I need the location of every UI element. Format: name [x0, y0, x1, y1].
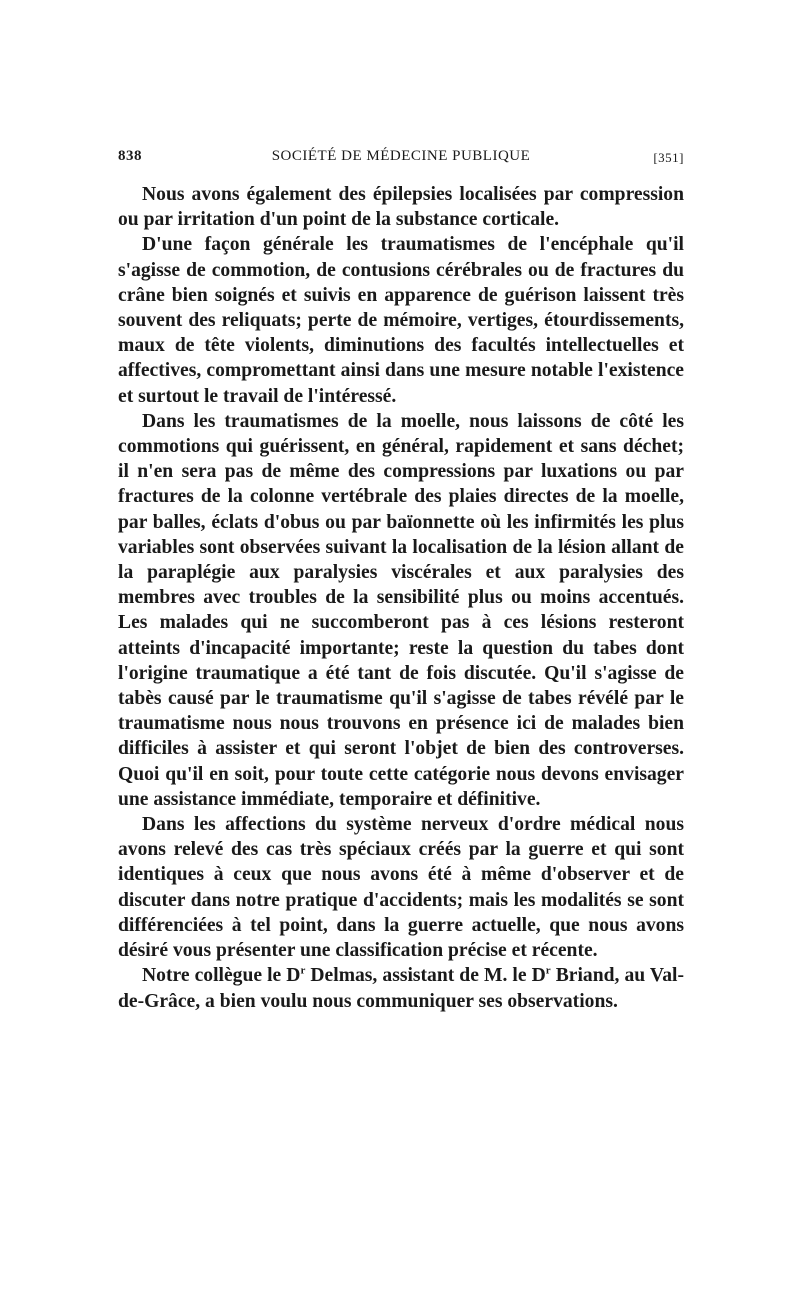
page-reference: [351]	[653, 150, 684, 165]
delmas-text-3: Briand, au Val-de-Grâce, a bien voulu nous communiquer ses observations.	[118, 965, 684, 1012]
paragraph-encephale: D'une façon générale les traumatismes de l'encéphale qu'il s'agisse de commotion, de contusions cérébrales ou de fractures du crâne bien soignés et suivis en apparence de guérison laissent très souvent des reliquats; perte de mémoire, vertiges, étourdissements, maux de tête violents, diminutions des facultés intellectuelles et affectives, compromettant ainsi dans une mesure notable l'existence et surtout le travail de l'intéressé.	[118, 234, 684, 407]
page-number: 838	[118, 148, 142, 164]
paragraph-delmas	[118, 963, 684, 1013]
running-head	[118, 148, 684, 172]
running-title: SOCIÉTÉ DE MÉDECINE PUBLIQUE	[271, 148, 531, 164]
delmas-text-2: Delmas, assistant de M. le D	[305, 965, 546, 987]
body-text	[118, 182, 684, 1014]
superscript-1: r	[300, 964, 306, 977]
paragraph-affections: Dans les affections du système nerveux d'ordre médical nous avons relevé des cas très spéciaux créés par la guerre et qui sont identiques à ceux que nous avons été à même d'observer et de discuter dans notre pratique d'accidents; mais les modalités se sont différenciées à tel point, dans la guerre actuelle, que nous avons désiré vous présenter une classification précise et récente.	[118, 814, 684, 962]
delmas-text-1: Notre collègue le D	[142, 965, 301, 987]
paragraph-epilepsies: Nous avons également des épilepsies localisées par compression ou par irritation d'un point de la substance corticale.	[118, 184, 684, 231]
paragraph-moelle: Dans les traumatismes de la moelle, nous laissons de côté les commotions qui guérissent, en général, rapidement et sans déchet; il n'en sera pas de même des compressions par luxations ou par fractures de la colonne vertébrale des plaies directes de la moelle, par balles, éclats d'obus ou par baïonnette où les infirmités les plus variables sont observées suivant la localisation de la lésion allant de la paraplégie aux paralysies viscérales et aux paralysies des membres avec troubles de la sensibilité plus ou moins accentués. Les malades qui ne succomberont pas à ces lésions resteront atteints d'incapacité importante; reste la question du tabes dont l'origine traumatique a été tant de fois discutée. Qu'il s'agisse de tabès causé par le traumatisme qu'il s'agisse de tabes révélé par le traumatisme nous nous trouvons en présence ici de malades bien difficiles à assister et qui seront l'objet de bien des controverses. Quoi qu'il en soit, pour toute cette catégorie nous devons envisager une assistance immédiate, temporaire et définitive.	[118, 410, 684, 810]
superscript-2: r	[545, 964, 551, 977]
